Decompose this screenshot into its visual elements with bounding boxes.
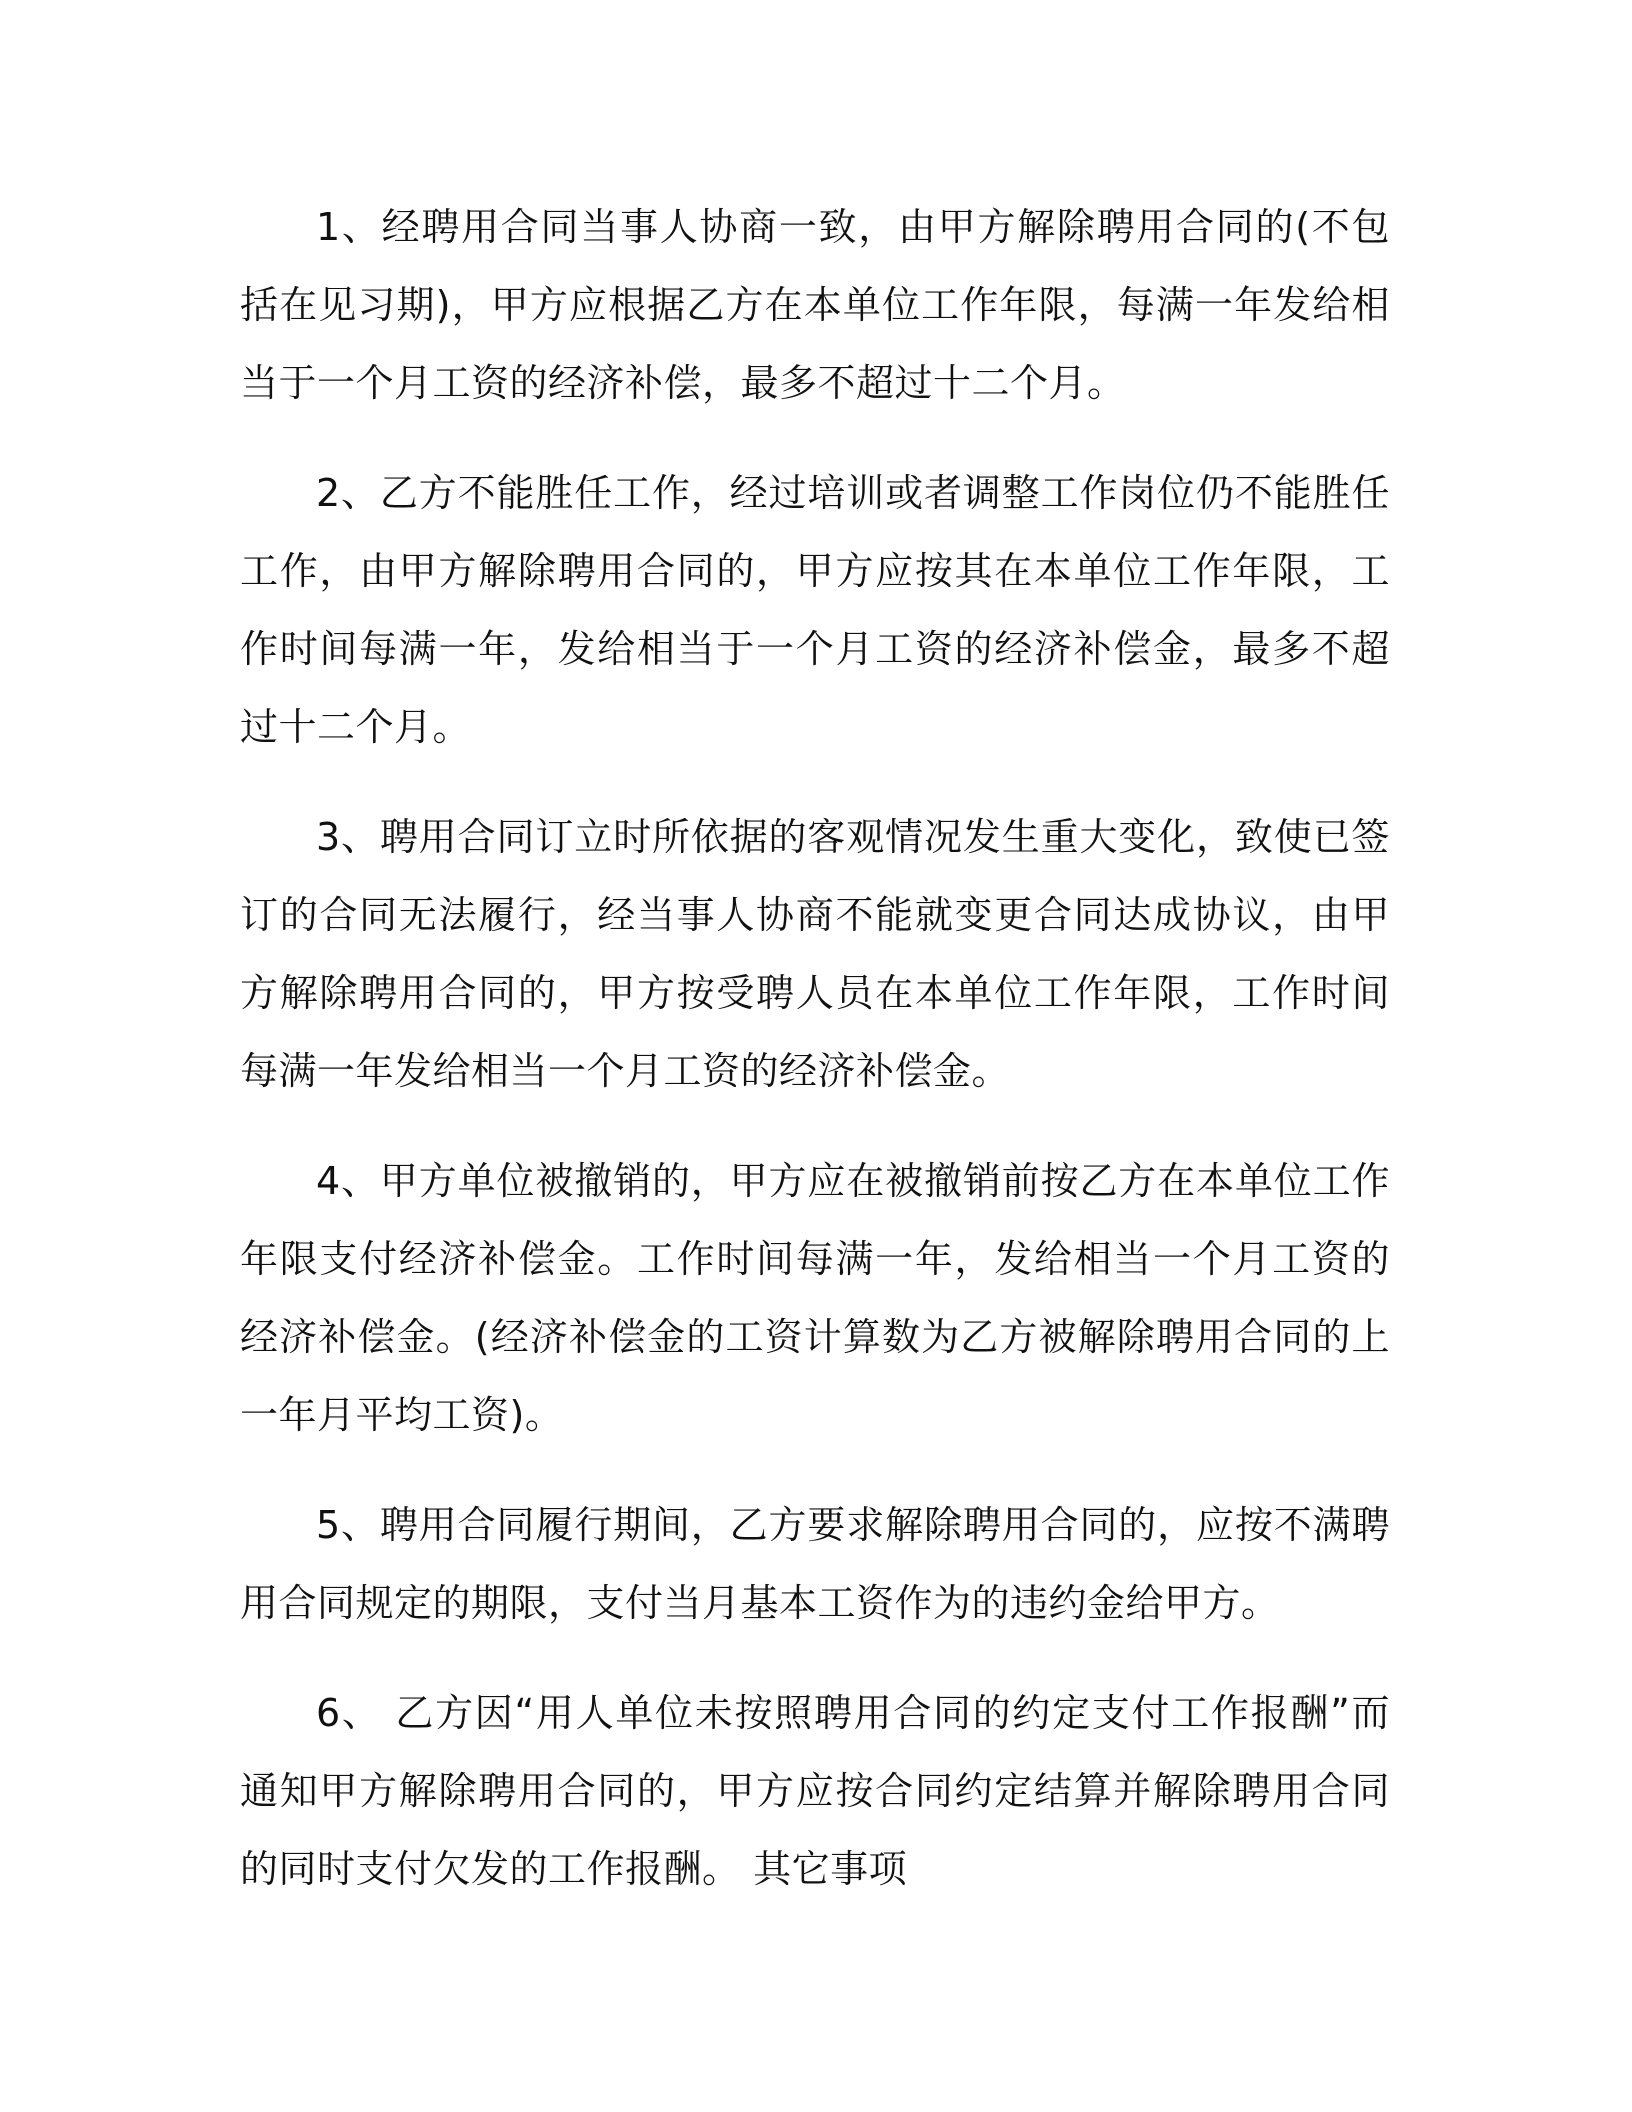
clause-5-paragraph: 5、聘用合同履行期间，乙方要求解除聘用合同的，应按不满聘用合同规定的期限，支付当月基本工资作为的违约金给甲方。 <box>240 1503 1390 1625</box>
clause-2-paragraph: 2、乙方不能胜任工作，经过培训或者调整工作岗位仍不能胜任工作，由甲方解除聘用合同的，甲方应按其在本单位工作年限，工作时间每满一年，发给相当于一个月工资的经济补偿金，最多不超过十二个月。 <box>240 471 1390 749</box>
document-body <box>240 188 1390 1940</box>
clause-3-paragraph: 3、聘用合同订立时所依据的客观情况发生重大变化，致使已签订的合同无法履行，经当事人协商不能就变更合同达成协议，由甲方解除聘用合同的，甲方按受聘人员在本单位工作年限，工作时间每满一年发给相当一个月工资的经济补偿金。 <box>240 815 1390 1093</box>
clause-4-paragraph: 4、甲方单位被撤销的，甲方应在被撤销前按乙方在本单位工作年限支付经济补偿金。工作时间每满一年，发给相当一个月工资的经济补偿金。(经济补偿金的工资计算数为乙方被解除聘用合同的上一年月平均工资)。 <box>240 1159 1390 1437</box>
clause-6-paragraph: 6、 乙方因“用人单位未按照聘用合同的约定支付工作报酬”而通知甲方解除聘用合同的，甲方应按合同约定结算并解除聘用合同的同时支付欠发的工作报酬。 其它事项 <box>240 1691 1390 1891</box>
clause-1-paragraph: 1、经聘用合同当事人协商一致，由甲方解除聘用合同的(不包括在见习期)，甲方应根据乙方在本单位工作年限，每满一年发给相当于一个月工资的经济补偿，最多不超过十二个月。 <box>240 205 1390 405</box>
